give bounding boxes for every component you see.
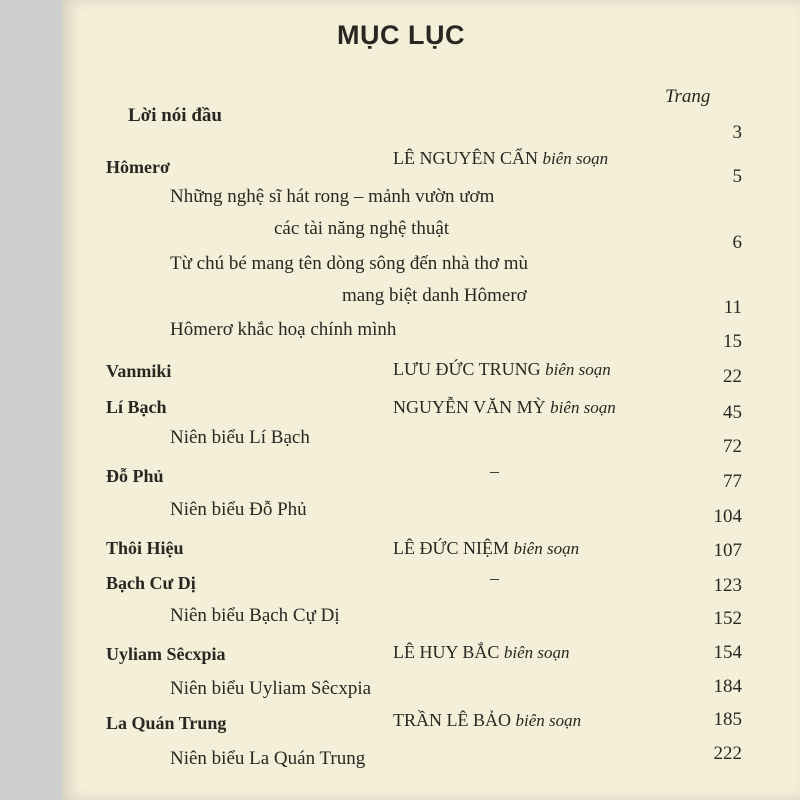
toc-page-sub-c: 15: [723, 331, 742, 352]
page-column-header: Trang: [665, 86, 711, 107]
toc-author-thoihieu: [393, 538, 579, 559]
toc-author-libach: [393, 397, 616, 418]
toc-author-uyliam: [393, 642, 569, 663]
same-author-dash: –: [490, 461, 499, 481]
toc-sub-c: Hômerơ khắc hoạ chính mình: [170, 319, 397, 340]
author-role: biên soạn: [542, 149, 609, 168]
toc-page-libach: 45: [723, 402, 742, 423]
toc-page-dophu-bio: 104: [713, 506, 742, 527]
toc-page-laquantrung: 185: [713, 709, 742, 730]
book-page: [62, 0, 800, 800]
toc-entry-dophu: Đỗ Phủ: [106, 466, 164, 486]
toc-page-uyliam: 154: [713, 642, 742, 663]
toc-page-dophu: 77: [723, 471, 742, 492]
toc-sub-b-line2: mang biệt danh Hômerơ: [342, 285, 527, 306]
toc-page-bachcudi: 123: [713, 575, 742, 596]
toc-bio-bachcudi: Niên biểu Bạch Cự Dị: [170, 605, 340, 626]
author-name: LÊ NGUYÊN CẨN: [393, 148, 538, 168]
author-role: biên soạn: [503, 643, 570, 662]
toc-sub-b-line1: Từ chú bé mang tên dòng sông đến nhà thơ mù: [170, 253, 529, 274]
toc-entry-uyliam: Uyliam Sêcxpia: [106, 644, 226, 664]
toc-entry-homero: Hômerơ: [106, 157, 170, 177]
toc-page-laquantrung-bio: 222: [713, 743, 742, 764]
toc-page-homero: 5: [732, 166, 742, 187]
same-author-dash: –: [490, 568, 499, 588]
author-name: LÊ HUY BẮC: [393, 642, 500, 662]
toc-author-homero: [393, 148, 608, 169]
toc-bio-libach: Niên biểu Lí Bạch: [170, 427, 310, 448]
toc-bio-laquantrung: Niên biểu La Quán Trung: [170, 748, 366, 769]
toc-author-laquantrung: [393, 710, 581, 731]
toc-intro-label: Lời nói đầu: [128, 105, 222, 126]
toc-page-vanmiki: 22: [723, 366, 742, 387]
toc-bio-uyliam: Niên biểu Uyliam Sêcxpia: [170, 678, 372, 699]
toc-sub-a-line1: Những nghệ sĩ hát rong – mảnh vườn ươm: [170, 186, 495, 207]
author-name: TRẦN LÊ BẢO: [393, 710, 511, 730]
toc-entry-thoihieu: Thôi Hiệu: [106, 538, 184, 558]
toc-page-bachcudi-bio: 152: [713, 608, 742, 629]
toc-bio-dophu: Niên biểu Đỗ Phủ: [170, 499, 307, 520]
toc-intro-page: 3: [732, 122, 742, 143]
toc-page-thoihieu: 107: [713, 540, 742, 561]
author-role: biên soạn: [515, 711, 582, 730]
toc-author-vanmiki: [393, 359, 611, 380]
toc-page-sub-b: 11: [723, 297, 742, 318]
toc-page-uyliam-bio: 184: [713, 676, 742, 697]
author-name: LƯU ĐỨC TRUNG: [393, 359, 541, 379]
toc-entry-vanmiki: Vanmiki: [106, 361, 172, 381]
author-name: LÊ ĐỨC NIỆM: [393, 538, 509, 558]
author-role: biên soạn: [513, 539, 580, 558]
toc-entry-bachcudi: Bạch Cư Dị: [106, 573, 196, 593]
page-title: MỤC LỤC: [337, 20, 465, 50]
toc-page-sub-a: 6: [732, 232, 742, 253]
author-role: biên soạn: [550, 398, 616, 417]
author-role: biên soạn: [545, 360, 611, 379]
toc-entry-libach: Lí Bạch: [106, 397, 167, 417]
author-name: NGUYỄN VĂN MỲ: [393, 397, 546, 417]
toc-page-libach-bio: 72: [723, 436, 742, 457]
toc-sub-a-line2: các tài năng nghệ thuật: [274, 218, 450, 239]
toc-entry-laquantrung: La Quán Trung: [106, 713, 227, 733]
